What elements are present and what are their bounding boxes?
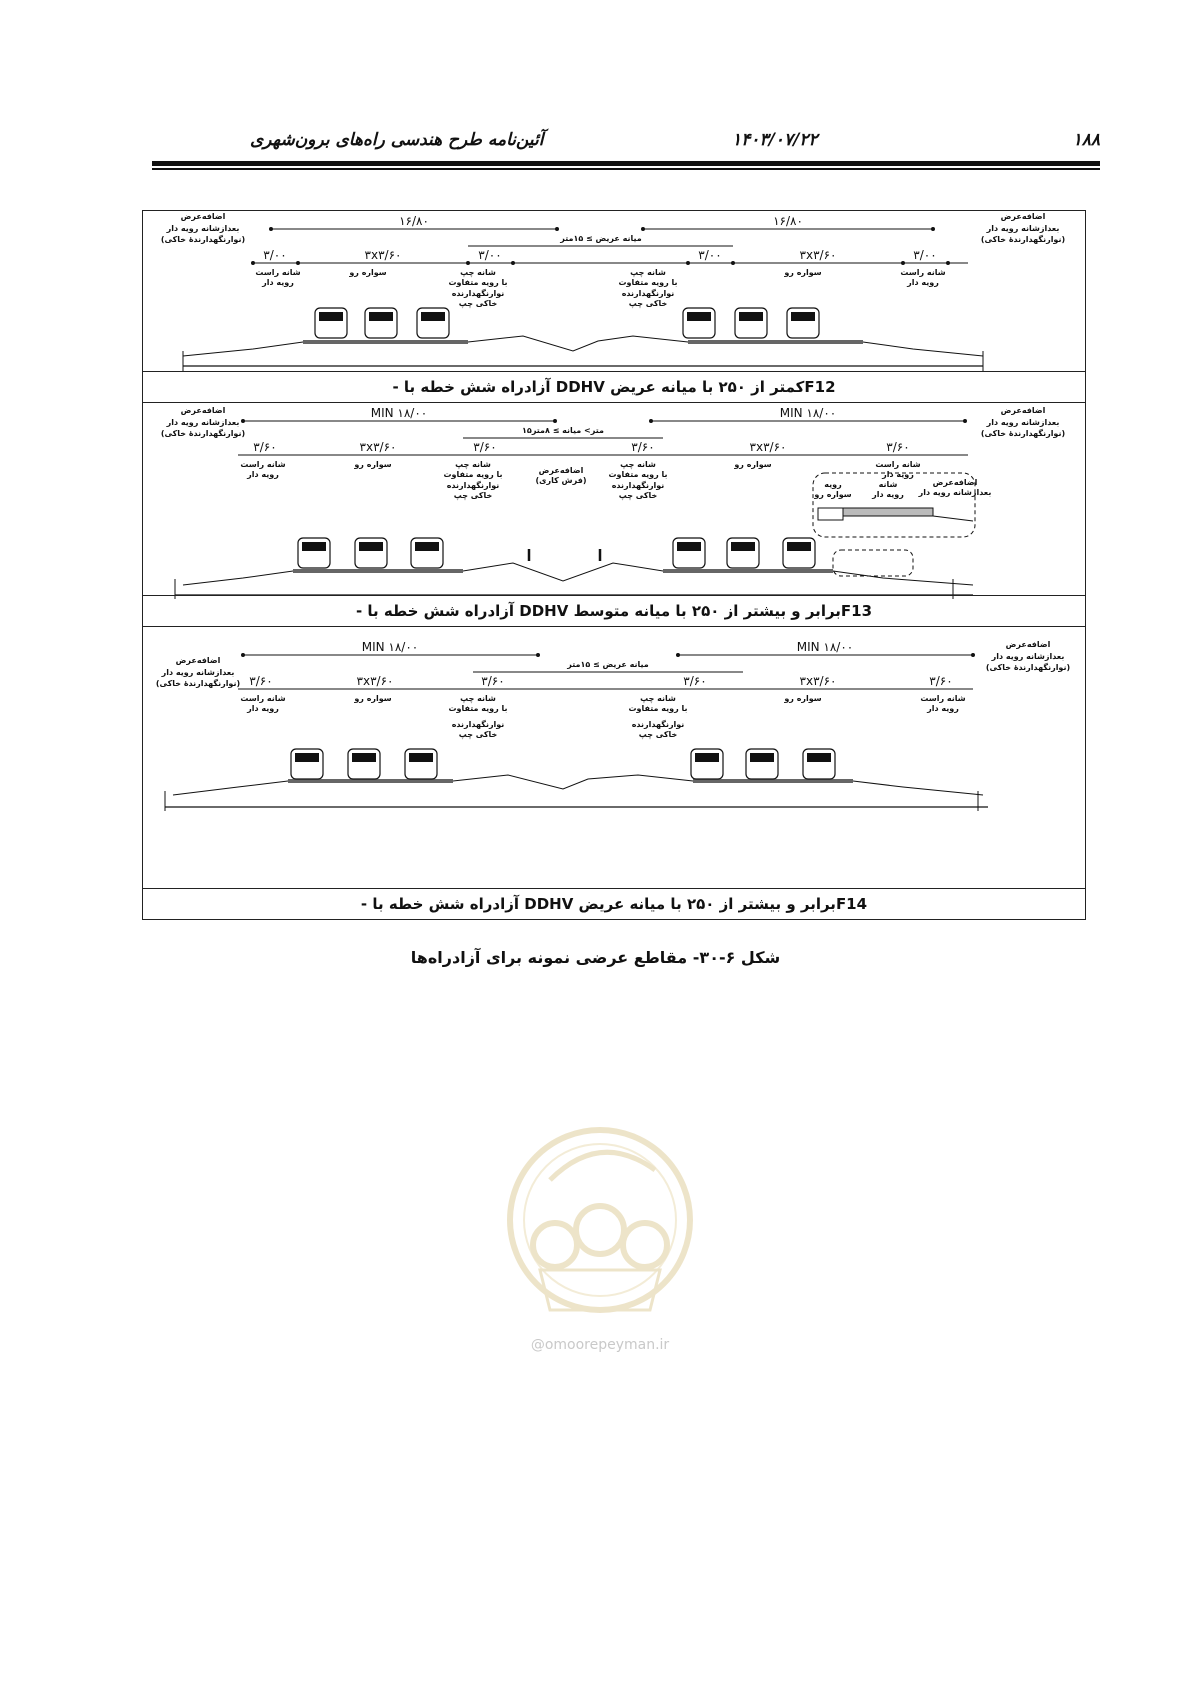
caption-f13 xyxy=(143,595,1085,627)
f14-half-width-right: MIN ۱۸/۰۰ xyxy=(796,640,854,654)
f14-rs-left: شانه راست xyxy=(240,694,286,703)
f13-cw-left: سواره رو xyxy=(354,460,392,469)
f14-shoulder-left: ۳/۶۰ xyxy=(249,674,273,688)
caption-f12-code: F12 xyxy=(804,378,836,396)
f12-sl-right: خاکی چپ xyxy=(628,299,668,308)
f12-ks-right: نوارنگهدارنده xyxy=(621,289,675,298)
f14-keeping-right: (نوارنگهدارندهٔ خاکی) xyxy=(985,663,1071,672)
f12-cw-right: سواره رو xyxy=(784,268,822,277)
f14-shoulder-right: ۳/۶۰ xyxy=(929,674,953,688)
caption-f12 xyxy=(143,371,1085,403)
header-rule-thick xyxy=(152,161,1100,166)
f12-inner-right: ۳/۰۰ xyxy=(698,248,722,262)
f12-ls-right: شانه چپ xyxy=(630,268,666,277)
caption-f14-text: - آزادراه شش خطه با DDHV برابر و بیشتر از ۲۵۰ با میانه عریض xyxy=(360,895,836,913)
f12-vp-left: با رویه متفاوت xyxy=(448,278,508,287)
page-number: ۱۸۸ xyxy=(1072,130,1100,150)
cross-section-figure xyxy=(142,210,1086,920)
f12-ls-left: شانه چپ xyxy=(460,268,496,277)
f13-half-width-left: MIN ۱۸/۰۰ xyxy=(370,406,428,420)
f14-paved-after-right: بعدازشانه رویه دار xyxy=(991,652,1065,661)
f14-median-label: میانه عریض ≥ ۱۵متر xyxy=(567,660,649,669)
f12-sl-left: خاکی چپ xyxy=(458,299,498,308)
f13-widening-right: اضافه‌عرض xyxy=(1000,406,1046,415)
watermark-url: @omoorepeyman.ir xyxy=(530,1337,670,1353)
f12-shoulder-right: ۳/۰۰ xyxy=(913,248,937,262)
f13-inner-right: ۳/۶۰ xyxy=(631,440,655,454)
f12-paved-after-left: بعدازشانه رویه دار xyxy=(166,224,240,233)
f14-vp-right: با رویه متفاوت xyxy=(628,704,688,713)
f12-keeping-right: (نوارنگهدارندهٔ خاکی) xyxy=(980,235,1066,244)
f12-paved-right: رویه دار xyxy=(907,278,939,287)
f12-keeping-left: (نوارنگهدارندهٔ خاکی) xyxy=(160,235,246,244)
f13-shoulder-left: ۳/۶۰ xyxy=(253,440,277,454)
f14-cw-right: سواره رو xyxy=(784,694,822,703)
f13-median-label: ۱۵متر> میانه ≥ ۸متر xyxy=(522,426,604,435)
f14-widening-left: اضافه‌عرض xyxy=(175,656,221,665)
panel-f14 xyxy=(143,627,1085,867)
f14-paved-right: رویه دار xyxy=(927,704,959,713)
caption-f12-text: - آزادراه شش خطه با DDHV کمتر از ۲۵۰ با میانه عریض xyxy=(392,378,805,396)
f14-rs-right: شانه راست xyxy=(920,694,966,703)
f13-rs-left: شانه راست xyxy=(240,460,286,469)
f13-landscaping: (فرش کاری) xyxy=(535,476,587,485)
f12-vp-right: با رویه متفاوت xyxy=(618,278,678,287)
f13-inset-widening: اضافه‌عرض xyxy=(932,478,978,487)
f14-lanes-left: ۳x۳/۶۰ xyxy=(356,674,394,688)
f13-paved-right: رویه دار xyxy=(882,470,914,479)
f13-keeping-left: (نوارنگهدارندهٔ خاکی) xyxy=(160,429,246,438)
f12-half-width-left: ۱۶/۸۰ xyxy=(399,214,429,228)
header-title: آئین‌نامه طرح هندسی راه‌های برون‌شهری xyxy=(250,130,544,150)
f12-paved-after-right: بعدازشانه رویه دار xyxy=(986,224,1060,233)
f13-inner-left: ۳/۶۰ xyxy=(473,440,497,454)
f13-inset-cw: رویه xyxy=(824,480,842,489)
f13-ls-left: شانه چپ xyxy=(455,460,491,469)
f12-cw-left: سواره رو xyxy=(349,268,387,277)
f13-half-width-right: MIN ۱۸/۰۰ xyxy=(779,406,837,420)
f14-vp-left: با رویه متفاوت xyxy=(448,704,508,713)
caption-f14 xyxy=(143,888,1085,919)
f14-sl-left: خاکی چپ xyxy=(458,730,498,739)
f13-vp-right: با رویه متفاوت xyxy=(608,470,668,479)
f13-paved-after-left: بعدازشانه رویه دار xyxy=(166,418,240,427)
f12-widening-right: اضافه‌عرض xyxy=(1000,212,1046,221)
f13-vp-left: با رویه متفاوت xyxy=(443,470,503,479)
f14-cw-left: سواره رو xyxy=(354,694,392,703)
f14-ls-left: شانه چپ xyxy=(460,694,496,703)
f13-widening-left: اضافه‌عرض xyxy=(180,406,226,415)
page-header xyxy=(152,126,1100,166)
f13-paved-after-right: بعدازشانه رویه دار xyxy=(986,418,1060,427)
f12-rs-left: شانه راست xyxy=(255,268,301,277)
f13-inset-shoulder: شانه xyxy=(878,480,898,489)
f14-widening-right: اضافه‌عرض xyxy=(1005,640,1051,649)
header-rule-thin xyxy=(152,168,1100,170)
f12-ks-left: نوارنگهدارنده xyxy=(451,289,505,298)
figure-caption: شکل ۶-۳۰- مقاطع عرضی نمونه برای آزادراه‌ها xyxy=(410,948,781,967)
f14-half-width-left: MIN ۱۸/۰۰ xyxy=(361,640,419,654)
f13-inset-paved: رویه دار xyxy=(872,490,904,499)
f13-inset-cw2: سواره رو xyxy=(814,490,852,499)
f12-rs-right: شانه راست xyxy=(900,268,946,277)
f14-inner-right: ۳/۶۰ xyxy=(683,674,707,688)
f13-inset-keep: بعدازشانه رویه دار xyxy=(918,488,992,497)
f13-cw-right: سواره رو xyxy=(734,460,772,469)
f13-median-widening: اضافه‌عرض xyxy=(538,466,584,475)
f13-keeping-right: (نوارنگهدارندهٔ خاکی) xyxy=(980,429,1066,438)
f14-paved-left: رویه دار xyxy=(247,704,279,713)
f14-ls-right: شانه چپ xyxy=(640,694,676,703)
f14-paved-after-left: بعدازشانه رویه دار xyxy=(161,668,235,677)
f12-paved-left: رویه دار xyxy=(262,278,294,287)
f13-ls-right: شانه چپ xyxy=(620,460,656,469)
f14-ks-right: نوارنگهدارنده xyxy=(631,720,685,729)
f14-lanes-right: ۳x۳/۶۰ xyxy=(799,674,837,688)
f13-rs-right: شانه راست xyxy=(875,460,921,469)
f13-ks-right: نوارنگهدارنده xyxy=(611,481,665,490)
f14-inner-left: ۳/۶۰ xyxy=(481,674,505,688)
f14-drawing xyxy=(143,627,1085,867)
f13-ks-left: نوارنگهدارنده xyxy=(446,481,500,490)
f13-sl-left: خاکی چپ xyxy=(453,491,493,500)
header-date: ۱۴۰۳/۰۷/۲۲ xyxy=(732,130,818,150)
f13-shoulder-right: ۳/۶۰ xyxy=(886,440,910,454)
f12-lanes-right: ۳x۳/۶۰ xyxy=(799,248,837,262)
f12-lanes-left: ۳x۳/۶۰ xyxy=(364,248,402,262)
caption-f13-text: - آزادراه شش خطه با DDHV برابر و بیشتر از ۲۵۰ با میانه متوسط xyxy=(355,602,841,620)
f12-widening-left: اضافه‌عرض xyxy=(180,212,226,221)
f12-inner-left: ۳/۰۰ xyxy=(478,248,502,262)
f13-paved-left: رویه دار xyxy=(247,470,279,479)
f14-sl-right: خاکی چپ xyxy=(638,730,678,739)
f14-keeping-left: (نوارنگهدارندهٔ خاکی) xyxy=(155,679,241,688)
f12-median-label: میانه عریض ≥ ۱۵متر xyxy=(560,234,642,243)
f12-shoulder-left: ۳/۰۰ xyxy=(263,248,287,262)
watermark-logo-icon xyxy=(490,1110,710,1360)
f13-sl-right: خاکی چپ xyxy=(618,491,658,500)
f13-lanes-right: ۳x۳/۶۰ xyxy=(749,440,787,454)
caption-f14-code: F14 xyxy=(835,895,868,913)
f14-ks-left: نوارنگهدارنده xyxy=(451,720,505,729)
caption-f13-code: F13 xyxy=(840,602,873,620)
f13-lanes-left: ۳x۳/۶۰ xyxy=(359,440,397,454)
f12-half-width-right: ۱۶/۸۰ xyxy=(773,214,803,228)
